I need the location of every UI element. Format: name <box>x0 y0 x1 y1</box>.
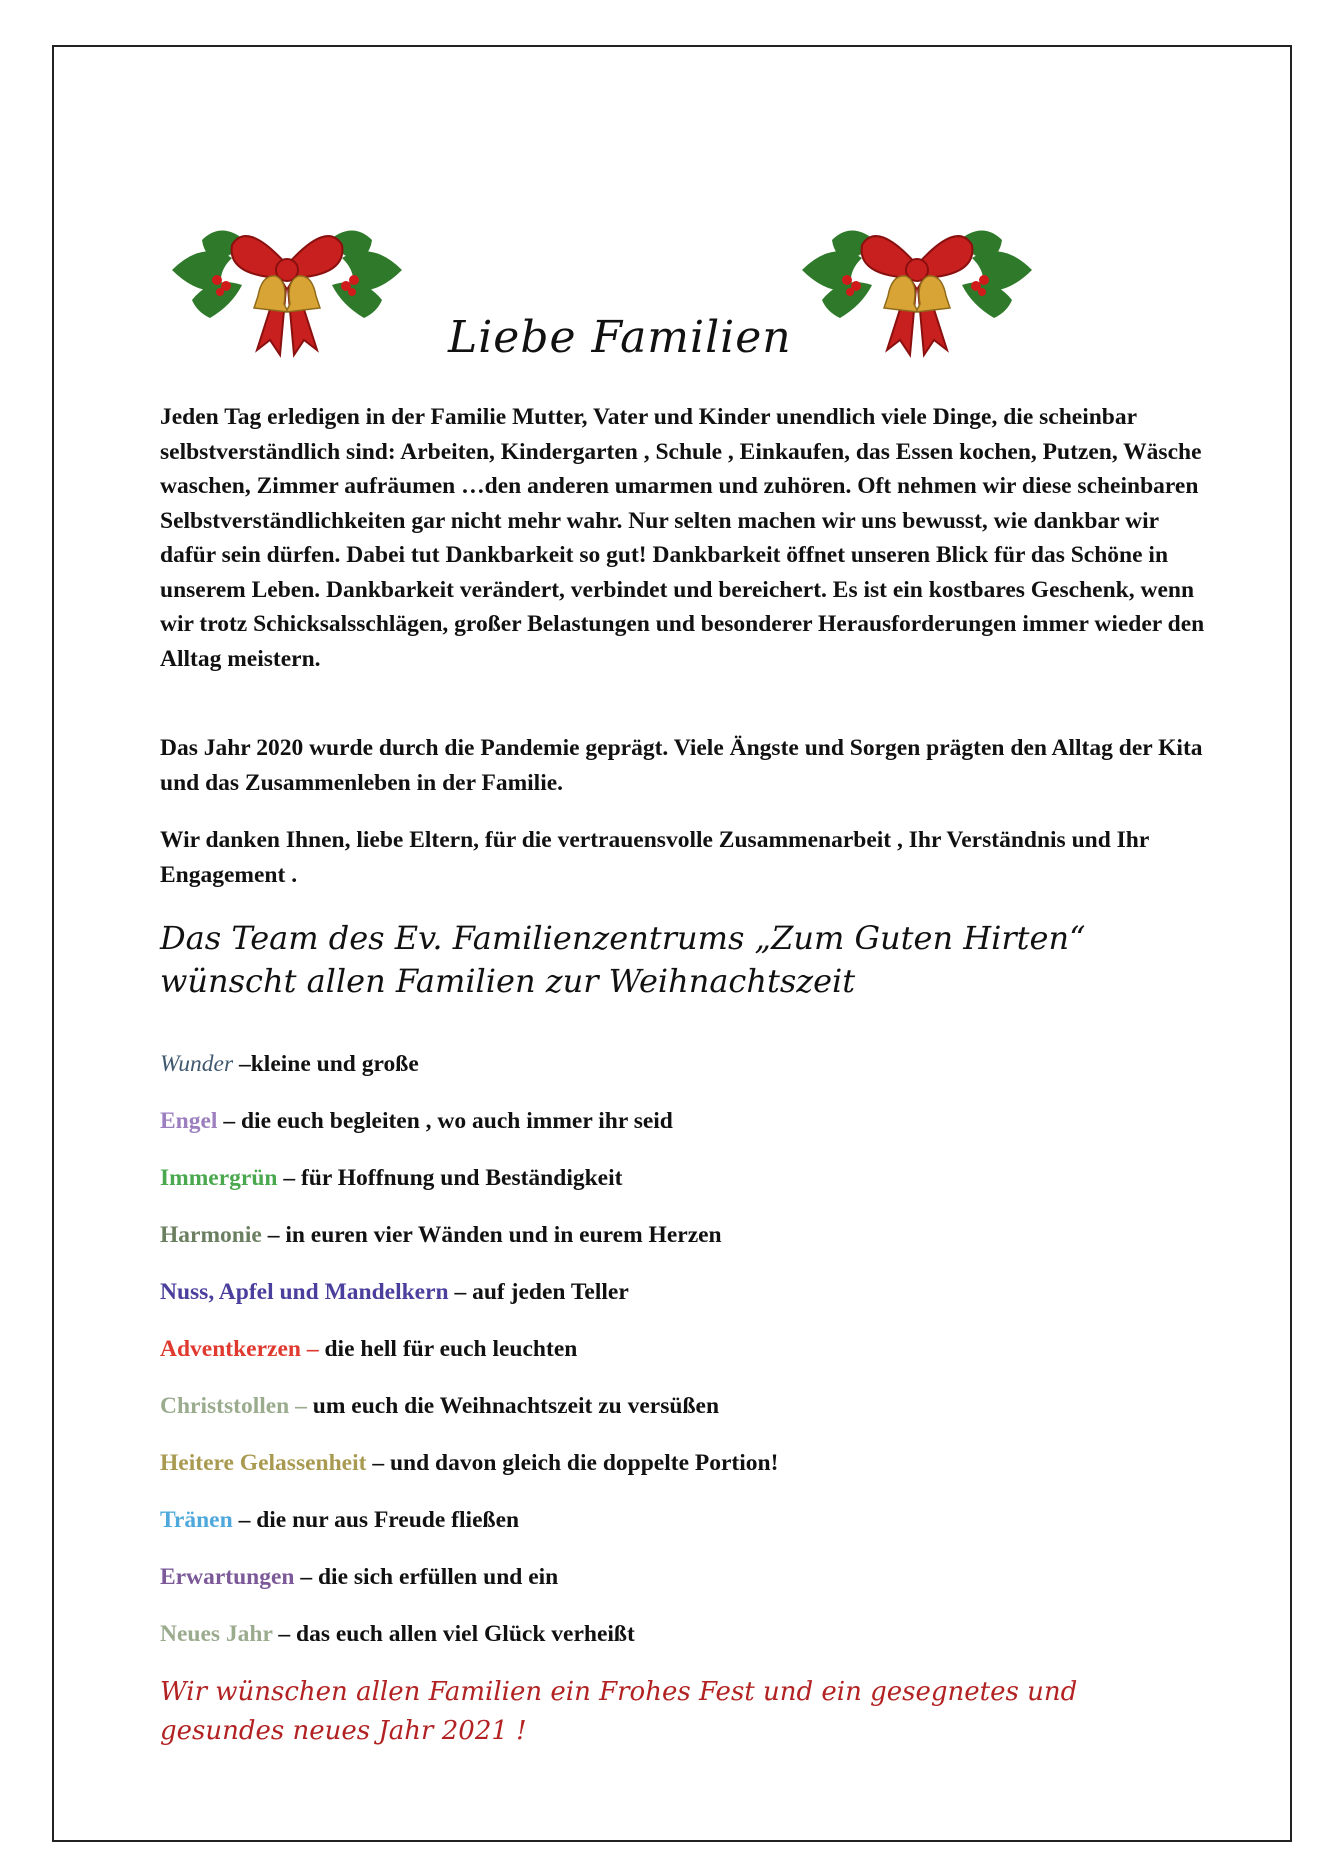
wish-text: – in euren vier Wänden und in eurem Herzen <box>261 1222 722 1248</box>
wish-item <box>160 1276 629 1308</box>
wish-text: – die euch begleiten , wo auch immer ihr seid <box>217 1108 673 1134</box>
wish-key: Christstollen – <box>160 1393 307 1419</box>
intro-paragraph: Jeden Tag erledigen in der Familie Mutter, Vater und Kinder unendlich viele Dinge, die scheinbar selbstverständlich sind: Arbeiten, Kindergarten , Schule , Einkaufen, das Essen kochen, Putzen, Wäsche waschen, Zimmer aufräumen …den anderen umarmen und zuhören. Oft nehmen wir diese scheinbaren Selbstverständlichkeiten gar nicht mehr wahr. Nur selten machen wir uns bewusst, wie dankbar wir dafür sein dürfen. Dabei tut Dankbarkeit so gut! Dankbarkeit öffnet unseren Blick für das Schöne in unserem Leben. Dankbarkeit verändert, verbindet und bereichert. Es ist ein kostbares Geschenk, wenn wir trotz Schicksalsschlägen, großer Belastungen und besonderer Herausforderungen immer wieder den Alltag meistern. <box>160 404 1205 672</box>
wish-key: Engel <box>160 1108 218 1134</box>
team-greeting-line: wünscht allen Familien zur Weihnachtszeit <box>160 962 856 1000</box>
wish-item <box>160 1333 577 1365</box>
closing-line: gesundes neues Jahr 2021 ! <box>160 1716 527 1746</box>
wish-key: Wunder <box>160 1051 234 1077</box>
wish-key: Neues Jahr <box>160 1621 273 1647</box>
team-greeting-line: Das Team des Ev. Familienzentrums „Zum Guten Hirten“ <box>160 919 1086 957</box>
wish-key: Harmonie <box>160 1222 262 1248</box>
wish-key: Adventkerzen – <box>160 1336 319 1362</box>
closing-greeting <box>160 1673 1210 1751</box>
wish-text: – die sich erfüllen und ein <box>294 1564 559 1590</box>
page-title: Liebe Familien <box>448 312 792 363</box>
wish-item <box>160 1447 778 1479</box>
wish-key: Heitere Gelassenheit <box>160 1450 367 1476</box>
wish-text: – und davon gleich die doppelte Portion! <box>366 1450 779 1476</box>
team-greeting <box>160 917 1260 1003</box>
wish-item <box>160 1105 673 1137</box>
wish-key: Erwartungen <box>160 1564 295 1590</box>
wish-item <box>160 1390 719 1422</box>
closing-line: Wir wünschen allen Familien ein Frohes Fest und ein gesegnetes und <box>160 1677 1078 1707</box>
wish-key: Immergrün <box>160 1165 278 1191</box>
thanks-paragraph: Wir danken Ihnen, liebe Eltern, für die vertrauensvolle Zusammenarbeit , Ihr Verständnis und Ihr Engagement . <box>160 827 1149 888</box>
wish-text: – das euch allen viel Glück verheißt <box>272 1621 635 1647</box>
wish-text: –kleine und große <box>233 1051 419 1077</box>
wish-item <box>160 1561 558 1593</box>
wish-key: Tränen <box>160 1507 233 1533</box>
pandemic-paragraph: Das Jahr 2020 wurde durch die Pandemie geprägt. Viele Ängste und Sorgen prägten den Alltag der Kita und das Zusammenleben in der Familie. <box>160 735 1203 796</box>
wish-key: Nuss, Apfel und Mandelkern <box>160 1279 449 1305</box>
wish-item <box>160 1162 622 1194</box>
wish-text: – die nur aus Freude fließen <box>232 1507 520 1533</box>
wish-item <box>160 1504 519 1536</box>
christmas-bow-bells-icon <box>792 200 1042 360</box>
wish-item <box>160 1048 419 1080</box>
wish-text: – auf jeden Teller <box>448 1279 629 1305</box>
christmas-bow-bells-icon <box>162 200 412 360</box>
wish-item <box>160 1219 722 1251</box>
wish-item <box>160 1618 635 1650</box>
wish-text: – für Hoffnung und Beständigkeit <box>277 1165 623 1191</box>
wish-text: die hell für euch leuchten <box>318 1336 578 1362</box>
wish-text: um euch die Weihnachtszeit zu versüßen <box>306 1393 720 1419</box>
